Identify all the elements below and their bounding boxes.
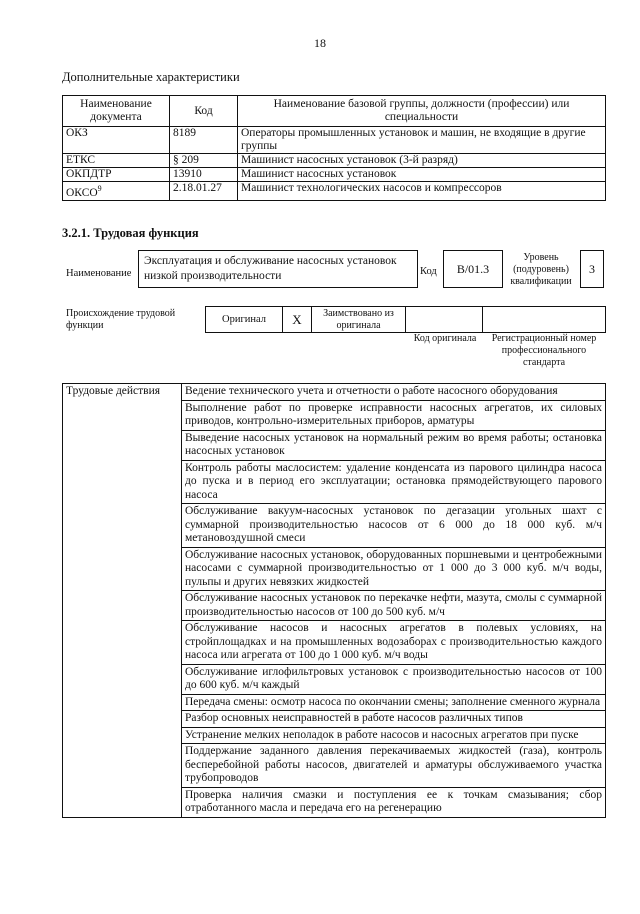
level-box: 3 [580,250,604,288]
cell-group: Машинист насосных установок (3-й разряд) [238,154,606,168]
cell-code: 8189 [170,127,238,154]
header-doc: Наименование документа [63,96,170,127]
cell-code: 2.18.01.27 [170,182,238,201]
table-row [63,127,606,154]
table-row [63,384,606,401]
table-header-row [63,96,606,127]
list-item: Обслуживание насосных установок по перекачке нефти, мазута, смолы с суммарной производительностью насосов от 100 до 500 куб. м/ч [182,591,606,621]
cell-doc: ЕТКС [63,154,170,168]
reg-number-caption: Регистрационный номер профессионального стандарта [491,333,597,368]
level-label: Уровень (подуровень) квалификации [510,252,572,287]
code-label: Код [420,266,437,277]
original-code-cell [405,306,483,333]
list-item: Проверка наличия смазки и поступления ее к точкам смазывания; сбор отработанного масла и передача его на регенерацию [182,787,606,817]
list-item: Обслуживание иглофильтровых установок с производительностью насосов от 100 до 600 куб. м/ч каждый [182,664,606,694]
cell-group: Машинист технологических насосов и компрессоров [238,182,606,201]
table-row [63,154,606,168]
original-mark: X [282,306,312,333]
cell-doc [63,182,170,201]
list-item: Выведение насосных установок на нормальный режим во время работы; остановка насосных установок [182,430,606,460]
section-title: 3.2.1. Трудовая функция [62,226,199,240]
okso-label: ОКСО [66,186,98,199]
list-item: Передача смены: осмотр насоса по окончании смены; заполнение сменного журнала [182,694,606,711]
name-label: Наименование [66,268,132,279]
cell-group: Машинист насосных установок [238,168,606,182]
original-cell: Оригинал [205,306,283,333]
footnote-mark: 9 [97,184,102,193]
borrowed-cell: Заимствовано из оригинала [311,306,406,333]
cell-group: Операторы промышленных установок и машин, не входящие в другие группы [238,127,606,154]
list-item: Устранение мелких неполадок в работе насосов и насосных агрегатов при пуске [182,727,606,744]
list-item: Обслуживание вакуум-насосных установок по дегазации угольных шахт с суммарной производительностью насосов от 6 000 до 18 000 куб. м/ч метановоздушной смеси [182,504,606,548]
reg-number-cell [482,306,606,333]
extra-heading: Дополнительные характеристики [62,70,240,84]
labor-actions-table [62,383,606,818]
extra-characteristics-table [62,95,606,201]
header-group: Наименование базовой группы, должности (профессии) или специальности [238,96,606,127]
list-item: Ведение технического учета и отчетности о работе насосного оборудования [182,384,606,401]
list-item: Разбор основных неисправностей в работе насосов различных типов [182,711,606,728]
table-row [63,182,606,201]
cell-doc: ОКПДТР [63,168,170,182]
function-code-box: B/01.3 [443,250,503,288]
origin-label: Происхождение трудовой функции [66,308,176,331]
list-item: Поддержание заданного давления перекачиваемых жидкостей (газа), контроль бесперебойной работы насосов, двигателей и арматуры обслуживаемого участка трубопроводов [182,744,606,788]
cell-code: 13910 [170,168,238,182]
list-item: Обслуживание насосных установок, оборудованных поршневыми и центробежными насосами с суммарной производительностью от 1 000 до 3 000 куб. м/ч воды, пульпы и других невязких жидкостей [182,547,606,591]
table-row [63,168,606,182]
labor-actions-label: Трудовые действия [63,384,182,818]
function-name-box: Эксплуатация и обслуживание насосных установок низкой производительности [138,250,418,288]
code-original-caption: Код оригинала [413,333,477,344]
list-item: Выполнение работ по проверке исправности насосных агрегатов, их силовых приводов, контрольно-измерительных приборов, арматуры [182,400,606,430]
cell-code: § 209 [170,154,238,168]
cell-doc: ОКЗ [63,127,170,154]
page-number: 18 [314,36,326,50]
list-item: Контроль работы маслосистем: удаление конденсата из парового цилиндра насоса до пуска и в период его эксплуатации; остановка прямодействующего парового насоса [182,460,606,504]
header-code: Код [170,96,238,127]
list-item: Обслуживание насосов и насосных агрегатов в полевых условиях, на стройплощадках и на промышленных водозаборах с производительностью каждого насоса или агрегата от 100 до 1 000 куб. м/ч воды [182,621,606,665]
